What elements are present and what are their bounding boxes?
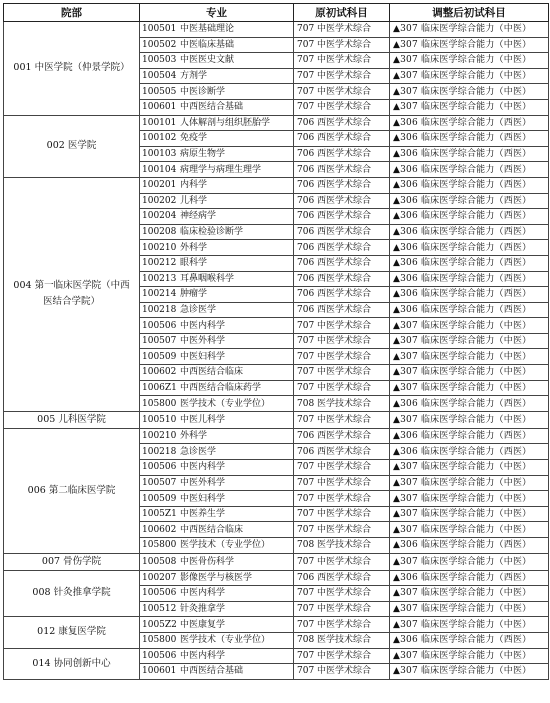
original-subject-cell: 707 中医学术综合 [294,84,390,100]
original-subject-cell: 707 中医学术综合 [294,380,390,396]
major-name: 中医儿科学 [180,414,226,425]
major-cell [140,506,294,522]
major-name: 免疫学 [180,133,208,144]
major-name: 中医养生学 [180,509,226,520]
original-subject-cell: 707 中医学术综合 [294,648,390,664]
major-cell [140,177,294,193]
adjusted-subject-cell: ▲307 临床医学综合能力（中医） [390,84,549,100]
major-cell [140,271,294,287]
table-row [4,115,549,131]
major-code: 100207 [142,572,177,583]
major-name: 临床检验诊断学 [180,227,244,238]
major-cell [140,586,294,602]
major-cell [140,224,294,240]
original-subject-cell: 707 中医学术综合 [294,491,390,507]
major-name: 中西医结合基础 [180,666,244,677]
table-row [4,428,549,444]
major-code: 100212 [142,258,177,269]
adjusted-subject-cell: ▲307 临床医学综合能力（中医） [390,475,549,491]
adjusted-subject-cell: ▲307 临床医学综合能力（中医） [390,491,549,507]
major-name: 中医基础理论 [180,24,235,35]
original-subject-cell: 707 中医学术综合 [294,99,390,115]
college-cell: 006 第二临床医学院 [4,428,140,553]
major-cell [140,37,294,53]
major-code: 100213 [142,273,177,284]
adjusted-subject-cell: ▲307 临床医学综合能力（中医） [390,318,549,334]
original-subject-cell: 706 西医学术综合 [294,209,390,225]
major-code: 100506 [142,320,177,331]
table-row [4,553,549,570]
major-name: 急诊医学 [180,304,217,315]
major-cell [140,570,294,586]
major-name: 儿科学 [180,195,208,206]
major-cell [140,22,294,38]
major-cell [140,115,294,131]
major-cell [140,131,294,147]
major-code: 100103 [142,149,177,160]
adjusted-subject-cell: ▲307 临床医学综合能力（中医） [390,365,549,381]
major-cell [140,99,294,115]
original-subject-cell: 707 中医学术综合 [294,553,390,570]
adjusted-subject-cell: ▲306 临床医学综合能力（西医） [390,271,549,287]
major-cell [140,553,294,570]
table-row [4,177,549,193]
original-subject-cell: 708 医学技术综合 [294,396,390,412]
major-cell [140,664,294,680]
major-code: 100202 [142,195,177,206]
header-row [4,4,549,22]
major-name: 中医外科学 [180,336,226,347]
major-cell [140,68,294,84]
major-cell [140,365,294,381]
major-cell [140,601,294,617]
major-code: 1006Z1 [142,382,177,393]
adjusted-subject-cell: ▲306 临床医学综合能力（西医） [390,570,549,586]
major-name: 中医临床基础 [180,39,235,50]
major-name: 中医骨伤科学 [180,556,235,567]
adjusted-subject-cell: ▲306 临床医学综合能力（西医） [390,428,549,444]
adjusted-subject-cell: ▲307 临床医学综合能力（中医） [390,522,549,538]
major-cell [140,411,294,428]
major-cell [140,538,294,554]
major-cell [140,475,294,491]
original-subject-cell: 708 医学技术综合 [294,632,390,648]
major-cell [140,349,294,365]
major-name: 中西医结合基础 [180,102,244,113]
exam-subject-table [3,3,549,680]
adjusted-subject-cell: ▲306 临床医学综合能力（西医） [390,131,549,147]
college-cell: 005 儿科医学院 [4,411,140,428]
original-subject-cell: 706 西医学术综合 [294,287,390,303]
major-name: 中医外科学 [180,477,226,488]
original-subject-cell: 707 中医学术综合 [294,617,390,633]
major-code: 100509 [142,351,177,362]
major-cell [140,491,294,507]
major-name: 医学技术（专业学位） [180,398,271,409]
major-name: 眼科学 [180,258,208,269]
major-code: 100508 [142,556,177,567]
major-code: 100602 [142,367,177,378]
adjusted-subject-cell: ▲307 临床医学综合能力（中医） [390,617,549,633]
major-name: 方剂学 [180,71,208,82]
major-code: 100208 [142,227,177,238]
adjusted-subject-cell: ▲307 临床医学综合能力（中医） [390,37,549,53]
original-subject-cell: 706 西医学术综合 [294,302,390,318]
major-name: 中医妇科学 [180,351,226,362]
major-code: 100218 [142,304,177,315]
original-subject-cell: 708 医学技术综合 [294,538,390,554]
major-cell [140,648,294,664]
major-code: 105800 [142,540,177,551]
major-name: 内科学 [180,180,208,191]
major-name: 针灸推拿学 [180,604,226,615]
major-name: 外科学 [180,431,208,442]
original-subject-cell: 706 西医学术综合 [294,224,390,240]
original-subject-cell: 707 中医学术综合 [294,411,390,428]
table-row [4,617,549,633]
major-cell [140,632,294,648]
original-subject-cell: 707 中医学术综合 [294,506,390,522]
major-code: 105800 [142,398,177,409]
adjusted-subject-cell: ▲307 临床医学综合能力（中医） [390,380,549,396]
major-name: 中医康复学 [180,619,226,630]
major-cell [140,53,294,69]
adjusted-subject-cell: ▲307 临床医学综合能力（中医） [390,99,549,115]
major-code: 100201 [142,180,177,191]
original-subject-cell: 707 中医学术综合 [294,586,390,602]
document-page [3,3,549,680]
major-code: 100204 [142,211,177,222]
major-cell [140,380,294,396]
adjusted-subject-cell: ▲307 临床医学综合能力（中医） [390,586,549,602]
adjusted-subject-cell: ▲307 临床医学综合能力（中医） [390,648,549,664]
adjusted-subject-cell: ▲306 临床医学综合能力（西医） [390,146,549,162]
original-subject-cell: 706 西医学术综合 [294,444,390,460]
major-name: 中医内科学 [180,462,226,473]
original-subject-cell: 706 西医学术综合 [294,271,390,287]
major-code: 105800 [142,635,177,646]
header-major: 专业 [140,4,294,22]
adjusted-subject-cell: ▲306 临床医学综合能力（西医） [390,240,549,256]
major-cell [140,146,294,162]
adjusted-subject-cell: ▲307 临床医学综合能力（中医） [390,411,549,428]
table-body [4,22,549,680]
adjusted-subject-cell: ▲306 临床医学综合能力（西医） [390,396,549,412]
adjusted-subject-cell: ▲306 临床医学综合能力（西医） [390,209,549,225]
major-code: 100601 [142,666,177,677]
original-subject-cell: 706 西医学术综合 [294,146,390,162]
original-subject-cell: 707 中医学术综合 [294,460,390,476]
major-code: 100210 [142,242,177,253]
adjusted-subject-cell: ▲307 临床医学综合能力（中医） [390,664,549,680]
major-cell [140,522,294,538]
adjusted-subject-cell: ▲307 临床医学综合能力（中医） [390,553,549,570]
adjusted-subject-cell: ▲307 临床医学综合能力（中医） [390,68,549,84]
major-cell [140,396,294,412]
adjusted-subject-cell: ▲306 临床医学综合能力（西医） [390,287,549,303]
college-cell: 001 中医学院（仲景学院） [4,22,140,116]
major-name: 中医内科学 [180,650,226,661]
major-cell [140,302,294,318]
major-name: 中医内科学 [180,588,226,599]
major-name: 人体解剖与组织胚胎学 [180,117,271,128]
major-code: 100104 [142,164,177,175]
major-cell [140,287,294,303]
major-code: 100502 [142,39,177,50]
major-name: 急诊医学 [180,446,217,457]
major-name: 中医妇科学 [180,493,226,504]
original-subject-cell: 706 西医学术综合 [294,255,390,271]
major-cell [140,162,294,178]
major-name: 中西医结合临床 [180,367,244,378]
header-adjusted-subject: 调整后初试科目 [390,4,549,22]
adjusted-subject-cell: ▲306 临床医学综合能力（西医） [390,538,549,554]
adjusted-subject-cell: ▲306 临床医学综合能力（西医） [390,115,549,131]
original-subject-cell: 707 中医学术综合 [294,365,390,381]
major-cell [140,209,294,225]
major-code: 100507 [142,336,177,347]
major-name: 中医诊断学 [180,86,226,97]
original-subject-cell: 707 中医学术综合 [294,475,390,491]
college-cell: 014 协同创新中心 [4,648,140,679]
major-cell [140,84,294,100]
original-subject-cell: 707 中医学术综合 [294,522,390,538]
adjusted-subject-cell: ▲306 临床医学综合能力（西医） [390,444,549,460]
major-cell [140,444,294,460]
major-code: 100102 [142,133,177,144]
original-subject-cell: 706 西医学术综合 [294,240,390,256]
adjusted-subject-cell: ▲307 临床医学综合能力（中医） [390,601,549,617]
college-cell: 004 第一临床医学院（中西医结合学院） [4,177,140,411]
major-cell [140,318,294,334]
original-subject-cell: 707 中医学术综合 [294,22,390,38]
major-cell [140,460,294,476]
major-code: 100503 [142,55,177,66]
original-subject-cell: 707 中医学术综合 [294,37,390,53]
original-subject-cell: 707 中医学术综合 [294,318,390,334]
major-code: 100101 [142,117,177,128]
major-cell [140,617,294,633]
major-cell [140,333,294,349]
original-subject-cell: 706 西医学术综合 [294,177,390,193]
major-cell [140,255,294,271]
major-code: 100510 [142,414,177,425]
adjusted-subject-cell: ▲307 临床医学综合能力（中医） [390,333,549,349]
major-name: 中医医史文献 [180,55,235,66]
major-code: 100504 [142,71,177,82]
college-cell: 007 骨伤学院 [4,553,140,570]
major-code: 100509 [142,493,177,504]
major-name: 医学技术（专业学位） [180,540,271,551]
major-name: 外科学 [180,242,208,253]
adjusted-subject-cell: ▲306 临床医学综合能力（西医） [390,632,549,648]
major-code: 1005Z1 [142,509,177,520]
major-code: 100210 [142,431,177,442]
adjusted-subject-cell: ▲307 临床医学综合能力（中医） [390,460,549,476]
major-name: 病原生物学 [180,149,226,160]
major-code: 100505 [142,86,177,97]
adjusted-subject-cell: ▲306 临床医学综合能力（西医） [390,255,549,271]
original-subject-cell: 707 中医学术综合 [294,664,390,680]
table-header [4,4,549,22]
original-subject-cell: 706 西医学术综合 [294,162,390,178]
header-original-subject: 原初试科目 [294,4,390,22]
college-cell: 008 针灸推拿学院 [4,570,140,617]
original-subject-cell: 706 西医学术综合 [294,115,390,131]
major-cell [140,428,294,444]
major-name: 中西医结合临床 [180,524,244,535]
major-code: 100214 [142,289,177,300]
original-subject-cell: 706 西医学术综合 [294,428,390,444]
original-subject-cell: 707 中医学术综合 [294,53,390,69]
major-name: 病理学与病理生理学 [180,164,262,175]
major-name: 中医内科学 [180,320,226,331]
original-subject-cell: 707 中医学术综合 [294,333,390,349]
adjusted-subject-cell: ▲306 临床医学综合能力（西医） [390,162,549,178]
major-name: 医学技术（专业学位） [180,635,271,646]
table-row [4,570,549,586]
major-code: 100602 [142,524,177,535]
adjusted-subject-cell: ▲306 临床医学综合能力（西医） [390,302,549,318]
major-name: 中西医结合临床药学 [180,382,262,393]
major-name: 耳鼻咽喉科学 [180,273,235,284]
major-code: 100512 [142,604,177,615]
college-cell: 012 康复医学院 [4,617,140,648]
adjusted-subject-cell: ▲306 临床医学综合能力（西医） [390,224,549,240]
major-code: 100218 [142,446,177,457]
original-subject-cell: 707 中医学术综合 [294,349,390,365]
header-college: 院部 [4,4,140,22]
original-subject-cell: 706 西医学术综合 [294,570,390,586]
adjusted-subject-cell: ▲307 临床医学综合能力（中医） [390,53,549,69]
major-code: 100507 [142,477,177,488]
original-subject-cell: 707 中医学术综合 [294,68,390,84]
major-name: 肿瘤学 [180,289,208,300]
table-row [4,411,549,428]
major-name: 神经病学 [180,211,217,222]
adjusted-subject-cell: ▲307 临床医学综合能力（中医） [390,349,549,365]
major-name: 影像医学与核医学 [180,572,253,583]
major-cell [140,240,294,256]
major-code: 100506 [142,650,177,661]
table-row [4,22,549,38]
original-subject-cell: 706 西医学术综合 [294,131,390,147]
adjusted-subject-cell: ▲307 临床医学综合能力（中医） [390,506,549,522]
adjusted-subject-cell: ▲306 临床医学综合能力（西医） [390,177,549,193]
major-code: 100601 [142,102,177,113]
original-subject-cell: 706 西医学术综合 [294,193,390,209]
college-cell: 002 医学院 [4,115,140,177]
adjusted-subject-cell: ▲306 临床医学综合能力（西医） [390,193,549,209]
major-cell [140,193,294,209]
major-code: 100501 [142,24,177,35]
table-row [4,648,549,664]
major-code: 100506 [142,462,177,473]
original-subject-cell: 707 中医学术综合 [294,601,390,617]
major-code: 100506 [142,588,177,599]
major-code: 1005Z2 [142,619,177,630]
adjusted-subject-cell: ▲307 临床医学综合能力（中医） [390,22,549,38]
